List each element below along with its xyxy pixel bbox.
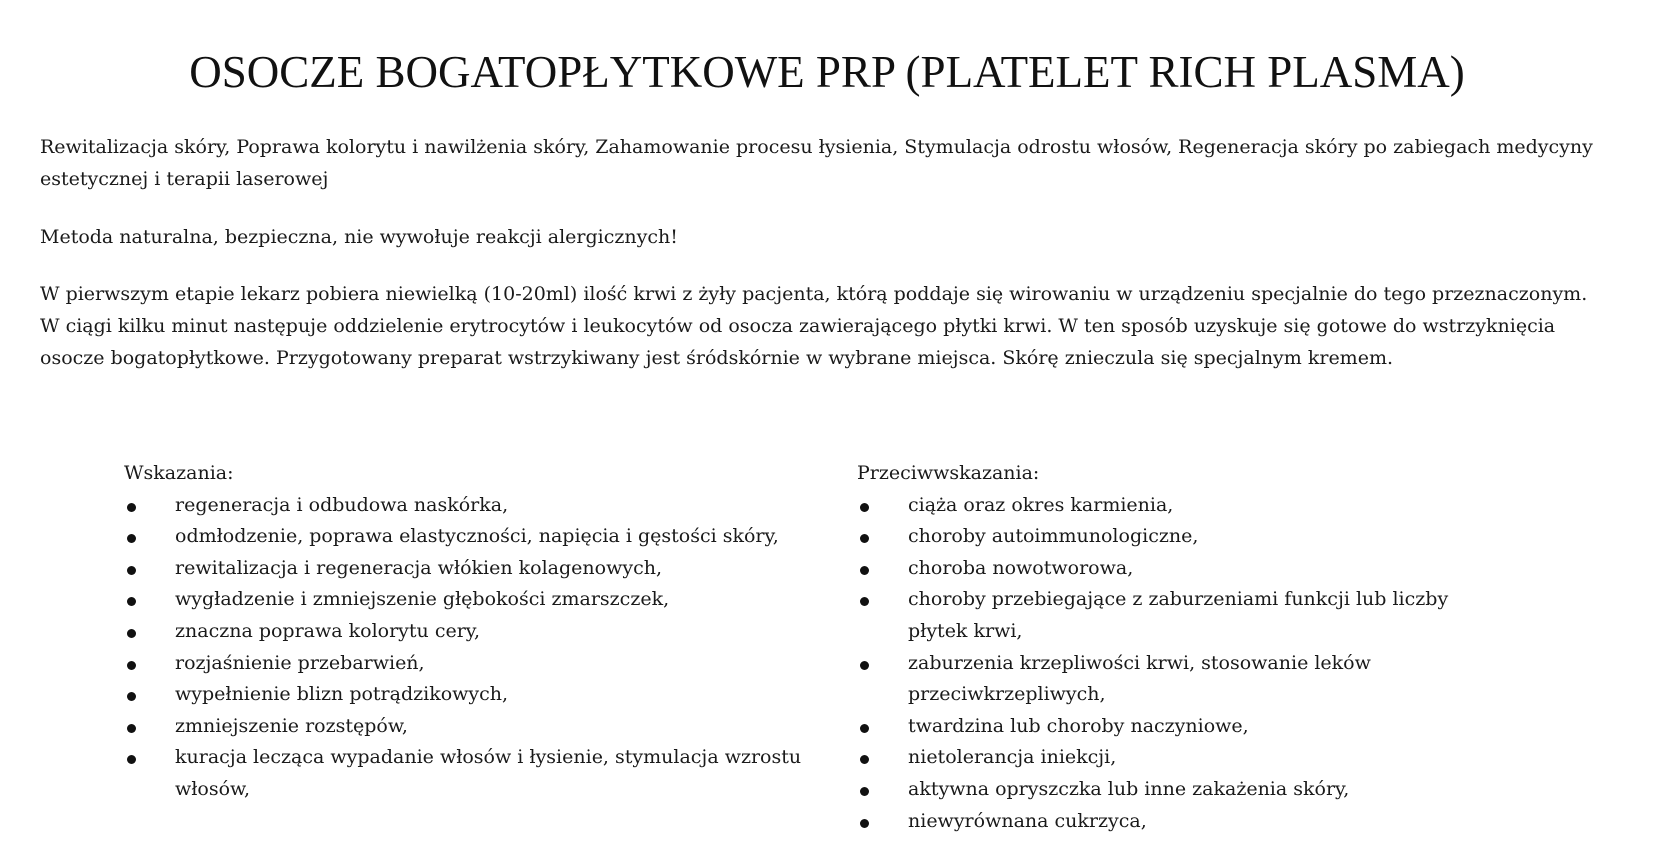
indications-section (124, 458, 804, 806)
list-item: twardzina lub choroby naczyniowe, (857, 711, 1498, 743)
bullet-icon (127, 534, 136, 543)
contraindications-heading: Przeciwwskazania: (857, 462, 1040, 484)
list-item: choroba nowotworowa, (857, 553, 1498, 585)
bullet-icon (127, 503, 136, 512)
bullet-icon (127, 724, 136, 733)
contraindications-list (857, 490, 1557, 838)
list-item: kuracja lecząca wypadanie włosów i łysienie, stymulacja wzrostu włosów, (124, 742, 804, 805)
bullet-icon (127, 692, 136, 701)
list-item: wypełnienie blizn potrądzikowych, (124, 679, 804, 711)
list-item: choroby autoimmunologiczne, (857, 521, 1498, 553)
intro-paragraph: Rewitalizacja skóry, Poprawa kolorytu i nawilżenia skóry, Zahamowanie procesu łysienia, Stymulacja odrostu włosów, Regeneracja skóry po zabiegach medycyny estetycznej i terapii laserowej (40, 136, 1593, 190)
list-item: zaburzenia krzepliwości krwi, stosowanie leków przeciwkrzepliwych, (857, 648, 1498, 711)
list-item: ciąża oraz okres karmienia, (857, 490, 1498, 522)
list-item: odmłodzenie, poprawa elastyczności, napięcia i gęstości skóry, (124, 521, 804, 553)
list-item: aktywna opryszczka lub inne zakażenia skóry, (857, 774, 1498, 806)
bullet-icon (127, 597, 136, 606)
bullet-icon (860, 661, 869, 670)
bullet-icon (860, 787, 869, 796)
bullet-icon (127, 661, 136, 670)
bullet-icon (127, 629, 136, 638)
list-item: regeneracja i odbudowa naskórka, (124, 490, 804, 522)
list-item: choroby przebiegające z zaburzeniami funkcji lub liczby płytek krwi, (857, 584, 1498, 647)
bullet-icon (860, 566, 869, 575)
indications-heading: Wskazania: (124, 462, 234, 484)
bullet-icon (860, 755, 869, 764)
bullet-icon (860, 724, 869, 733)
list-item: rozjaśnienie przebarwień, (124, 648, 804, 680)
bullet-icon (860, 597, 869, 606)
list-item: znaczna poprawa kolorytu cery, (124, 616, 804, 648)
bullet-icon (860, 534, 869, 543)
procedure-paragraph: W pierwszym etapie lekarz pobiera niewielką (10-20ml) ilość krwi z żyły pacjenta, którą poddaje się wirowaniu w urządzeniu specjalnie do tego przeznaczonym. W ciągi kilku minut następuje oddzielenie erytrocytów i leukocytów od osocza zawierającego płytki krwi. W ten sposób uzyskuje się gotowe do wstrzyknięcia osocze bogatopłytkowe. Przygotowany preparat wstrzykiwany jest śródskórnie w wybrane miejsca. Skórę znieczula się specjalnym kremem. (40, 283, 1588, 369)
bullet-icon (127, 755, 136, 764)
page-title: OSOCZE BOGATOPŁYTKOWE PRP (PLATELET RICH PLASMA) (189, 47, 1465, 97)
safety-paragraph: Metoda naturalna, bezpieczna, nie wywołuje reakcji alergicznych! (40, 226, 678, 248)
list-item: wygładzenie i zmniejszenie głębokości zmarszczek, (124, 584, 804, 616)
list-item: rewitalizacja i regeneracja włókien kolagenowych, (124, 553, 804, 585)
list-item: nietolerancja iniekcji, (857, 742, 1498, 774)
list-item: niewyrównana cukrzyca, (857, 806, 1498, 838)
list-item: zmniejszenie rozstępów, (124, 711, 804, 743)
bullet-icon (127, 566, 136, 575)
bullet-icon (860, 819, 869, 828)
indications-list (124, 490, 804, 806)
contraindications-section (857, 458, 1557, 837)
bullet-icon (860, 503, 869, 512)
